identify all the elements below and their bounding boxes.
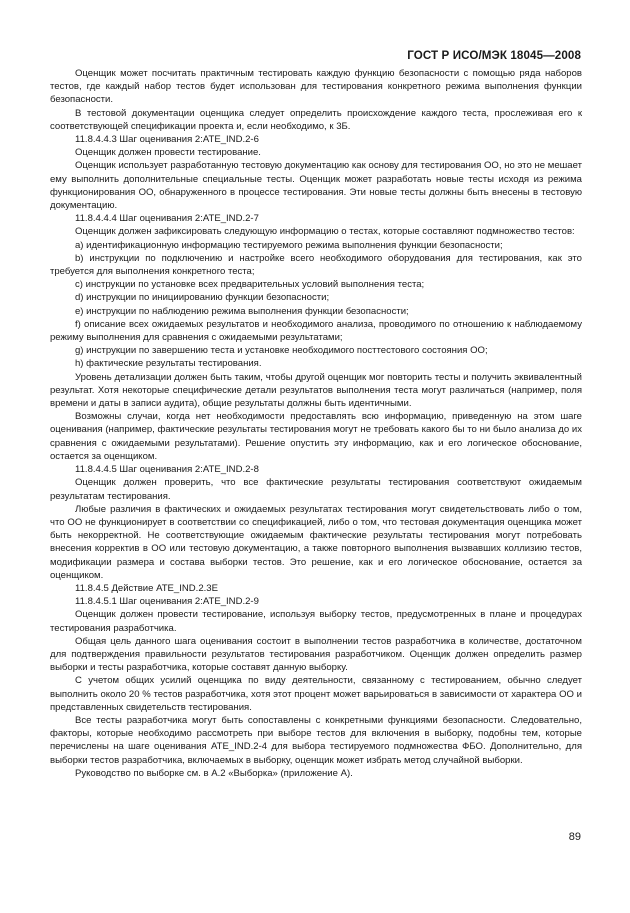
document-body (50, 67, 582, 780)
page-number: 89 (568, 831, 581, 843)
paragraph: Оценщик должен зафиксировать следующую информацию о тестах, которые составляют подмножество тестов: (75, 226, 575, 238)
list-item: c) инструкции по установке всех предварительных условий выполнения теста; (75, 279, 425, 291)
section-heading: 11.8.4.4.3 Шаг оценивания 2:ATE_IND.2-6 (75, 134, 259, 146)
section-heading: 11.8.4.4.5 Шаг оценивания 2:ATE_IND.2-8 (75, 464, 259, 476)
list-item: h) фактические результаты тестирования. (75, 358, 262, 370)
paragraph: Оценщик должен проверить, что все фактические результаты тестирования соответствуют ожидаемым результатам тестирования. (50, 477, 582, 502)
paragraph: Оценщик использует разработанную тестовую документацию как основу для тестирования ОО, но это не мешает ему выполнить дополнительные специальные тесты. Оценщик может разработать новые тесты исходя из режима функционирования ОО, обнаруженного в процессе тестирования. Эти новые тесты должны быть внесены в тестовую документацию. (50, 160, 582, 212)
paragraph: Оценщик может посчитать практичным тестировать каждую функцию безопасности с помощью ряда наборов тестов, где каждый набор тестов будет использован для тестирования конкретного режима выполнения функции безопасности. (50, 68, 582, 106)
list-item: g) инструкции по завершению теста и установке необходимого посттестового состояния ОО; (75, 345, 488, 357)
paragraph: Уровень детализации должен быть таким, чтобы другой оценщик мог повторить тесты и получить эквивалентный результат. Хотя некоторые специфические детали результатов выполнения теста могут различаться (например, поля времени и даты в записи аудита), общие результаты должны быть идентичными. (50, 371, 582, 410)
paragraph: Общая цель данного шага оценивания состоит в выполнении тестов разработчика в количестве, достаточном для подтверждения правильности результатов тестирования разработчиком. Оценщик должен определить размер выборки и тесты разработчика, которые составят данную выборку. (50, 635, 582, 674)
paragraph: В тестовой документации оценщика следует определить происхождение каждого теста, прослеживая его к соответствующей спецификации проекта и, если необходимо, к 3Б. (50, 107, 582, 132)
paragraph: Оценщик должен провести тестирование. (75, 147, 261, 159)
section-heading: 11.8.4.5.1 Шаг оценивания 2:ATE_IND.2-9 (75, 596, 259, 608)
list-item: e) инструкции по наблюдению режима выполнения функции безопасности; (75, 305, 409, 317)
paragraph: Возможны случаи, когда нет необходимости предоставлять всю информацию, приведенную на этом шаге оценивания (например, фактические результаты тестирования могут не требовать какого бы то ни было анализа до их сравнения с ожидаемыми результатами). Решение опустить эту информацию, как и его логическое обоснование, остается за оценщиком. (50, 411, 582, 462)
list-item: f) описание всех ожидаемых результатов и необходимого анализа, проводимого по отношению к наблюдаемому режиму выполнения для сравнения с ожидаемыми результатами; (50, 318, 582, 344)
paragraph: С учетом общих усилий оценщика по виду деятельности, связанному с тестированием, обычно следует выполнить около 20 % тестов разработчика, хотя этот процент может варьироваться в зависимости от характера ОО и представленных свидетельств тестирования. (50, 675, 582, 713)
section-heading: 11.8.4.5 Действие ATE_IND.2.3Е (75, 582, 218, 594)
list-item: d) инструкции по инициированию функции безопасности; (75, 292, 330, 304)
paragraph: Оценщик должен провести тестирование, используя выборку тестов, предусмотренных в плане и процедурах тестирования разработчика. (50, 609, 582, 634)
paragraph: Любые различия в фактических и ожидаемых результатах тестирования могут свидетельствовать либо о том, что ОО не функционирует в соответствии со спецификацией, либо о том, что тестовая документация оценщика может быть некорректной. Не соответствующие ожидаемым фактические результаты тестирования могут потребовать внесения корректив в ОО или тестовую документацию, а также повторного выполнения вызвавших коллизию тестов, модификации размера и состава выборки тестов. Это решение, как и его логическое обоснование, остается за оценщиком. (50, 503, 582, 581)
document-header: ГОСТ Р ИСО/МЭК 18045—2008 (407, 49, 581, 62)
list-item: b) инструкции по подключению и настройке всего необходимого оборудования для тестирования, как это требуется для выполнения конкретного теста; (50, 252, 582, 278)
list-item: a) идентификационную информацию тестируемого режима выполнения функции безопасности; (75, 239, 503, 251)
paragraph: Все тесты разработчика могут быть сопоставлены с конкретными функциями безопасности. Следовательно, факторы, которые необходимо рассмотреть при выборе тестов для включения в выборку, подобны тем, которые перечислены на шаге оценивания ATE_IND.2-4 для выбора тестируемого подмножества ФБО. Дополнительно, для выборки тестов разработчика, включаемых в выборку, оценщик может избрать метод случайной выборки. (50, 714, 582, 766)
paragraph: Руководство по выборке см. в А.2 «Выборка» (приложение А). (75, 767, 353, 779)
section-heading: 11.8.4.4.4 Шаг оценивания 2:ATE_IND.2-7 (75, 213, 259, 225)
